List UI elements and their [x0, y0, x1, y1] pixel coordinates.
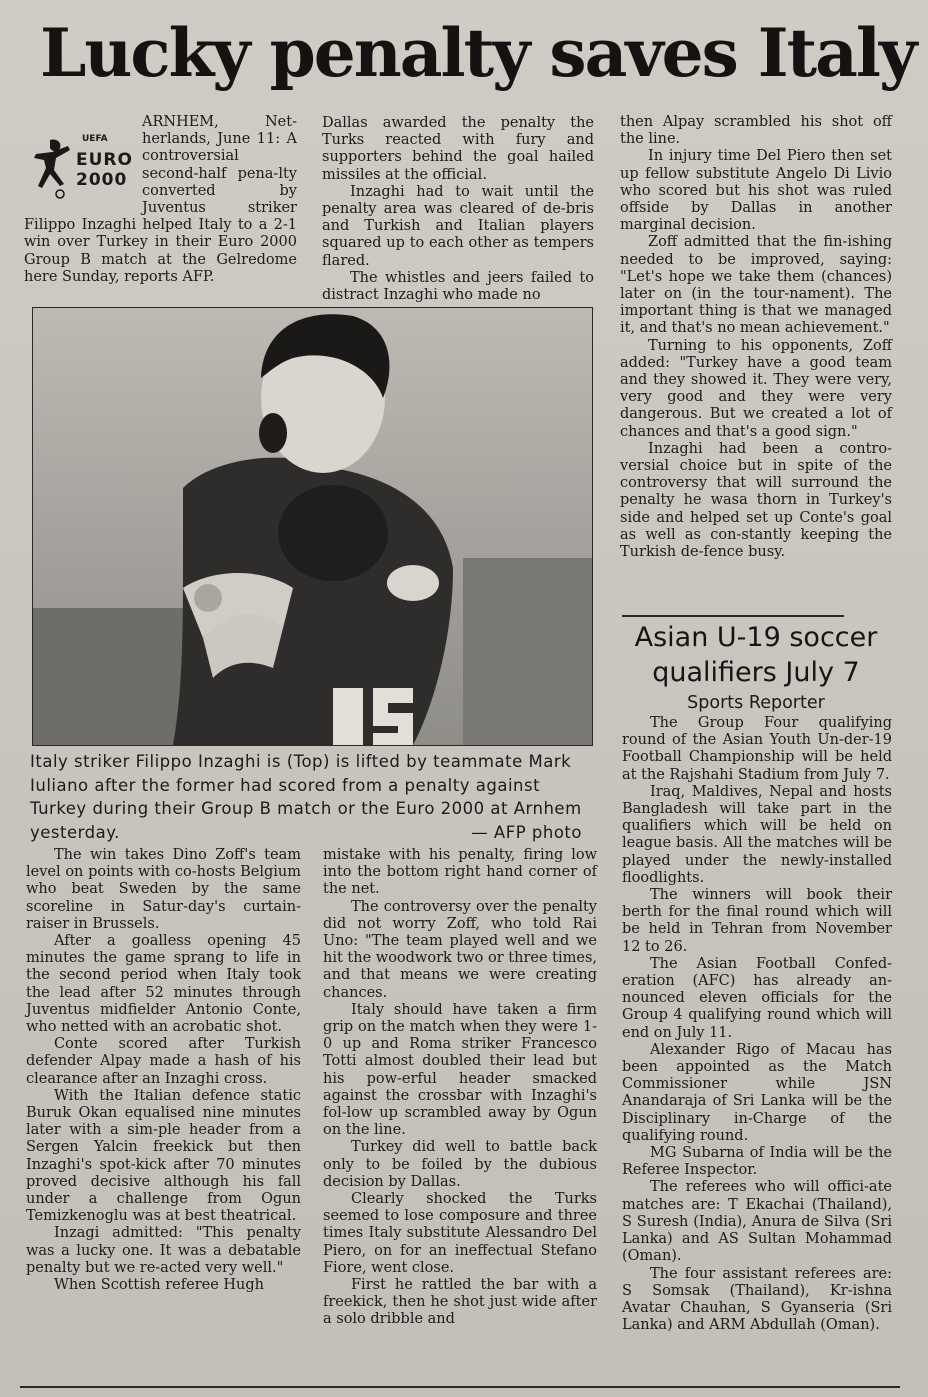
- photo-caption-text: Italy striker Filippo Inzaghi is (Top) is lifted by teammate Mark Iuliano after the former had scored from a penalty against Turkey during their Group B match or the Euro 2000 at Arnhem yesterday.: [30, 752, 582, 842]
- article-paragraph: The whistles and jeers failed to distract Inzaghi who made no: [322, 269, 594, 304]
- sidebar-article-body: [622, 715, 892, 1334]
- logo-year-text: 2000: [76, 170, 128, 190]
- article-paragraph: The win takes Dino Zoff's team level on points with co-hosts Belgium who beat Sweden by the same scoreline in Satur-day's curtain-raiser in Brussels.: [26, 847, 301, 932]
- article-paragraph: Conte scored after Turkish defender Alpay made a hash of his clearance after an Inzaghi cross.: [26, 1036, 301, 1087]
- photo-credit: — AFP photo: [471, 822, 582, 842]
- article-paragraph: Inzaghi had to wait until the penalty area was cleared of de-bris and Turkish and Italian players squared up to each other as tempers flared.: [322, 183, 594, 269]
- article-paragraph: Turning to his opponents, Zoff added: "Turkey have a good team and they showed it. They were very, very good and they were very dangerous. But we created a lot of chances and that's a good sign.": [620, 337, 892, 440]
- sidebar-headline: Asian U-19 soccer qualifiers July 7: [634, 622, 878, 688]
- article-paragraph: With the Italian defence static Buruk Okan equalised nine minutes later with a sim-ple header from a Sergen Yalcin freekick but then Inzaghi's spot-kick after 70 minutes proved decisive although his fall under a challenge from Ogun Temizkenoglu was at best theatrical.: [26, 1087, 301, 1225]
- article-paragraph: MG Subarna of India will be the Referee Inspector.: [622, 1145, 892, 1179]
- article-paragraph: Clearly shocked the Turks seemed to lose composure and three times Italy substitute Alessandro Del Piero, on for an ineffectual Stefano Fiore, went close.: [323, 1191, 597, 1276]
- article-paragraph: When Scottish referee Hugh: [54, 1277, 265, 1294]
- article-paragraph: The controversy over the penalty did not worry Zoff, who told Rai Uno: "The team played well and we hit the woodwork two or three times, and that means we were creating chances.: [323, 898, 597, 1001]
- article-paragraph: Zoff admitted that the fin-ishing needed to be improved, saying: "Let's hope we take them (chances) later on (in the tour-nament). The important thing is that we managed it, and that's no mean achievement.": [620, 234, 892, 337]
- photo-caption: [30, 750, 582, 844]
- article-paragraph: then Alpay scrambled his shot off the line.: [620, 114, 892, 148]
- logo-euro-text: EURO: [76, 150, 133, 170]
- article-column-2-top: [322, 115, 594, 304]
- sidebar-byline: Sports Reporter: [687, 693, 825, 713]
- article-paragraph: The Asian Football Confed-eration (AFC) has already an-nounced eleven officials for the Group 4 qualifying round which will end on July 11.: [622, 955, 892, 1041]
- article-paragraph: The winners will book their berth for the final round which will be held in Tehran from November 12 to 26.: [622, 887, 892, 955]
- article-column-2-bottom: [323, 847, 597, 1329]
- article-paragraph: Dallas awarded the penalty the Turks reacted with fury and supporters behind the goal hailed missiles at the official.: [322, 115, 594, 183]
- article-paragraph: Inzaghi had been a contro-versial choice but in spite of the controversy that will surround the penalty he wasa thorn in Turkey's side and helped set up Conte's goal as well as con-stantly keeping the Turkish de-fence busy.: [620, 440, 892, 561]
- headline: Lucky penalty saves Italy: [40, 14, 916, 92]
- news-photo: [32, 307, 593, 746]
- article-column-3: [620, 114, 892, 561]
- article-column-1-top: [24, 114, 297, 286]
- article-paragraph: ARNHEM, Net-herlands, June 11: A controversial second-half pena-lty converted by Juventus striker Filippo Inzaghi helped Italy to a 2-1 win over Turkey in their Euro 2000 Group B match at the Gelredome here Sunday, reports AFP.: [24, 114, 297, 285]
- sidebar-top-rule: [622, 615, 844, 617]
- article-paragraph: Inzagi admitted: "This penalty was a lucky one. It was a debatable penalty but we re-acted very well.": [26, 1225, 301, 1276]
- logo-uefa-text: UEFA: [82, 134, 108, 144]
- article-paragraph: The referees who will offici-ate matches are: T Ekachai (Thailand), S Suresh (India), Anura de Silva (Sri Lanka) and AS Sultan Mohammad (Oman).: [622, 1179, 892, 1265]
- article-paragraph: The Group Four qualifying round of the Asian Youth Un-der-19 Football Championship will be held at the Rajshahi Stadium from July 7.: [622, 715, 892, 783]
- article-paragraph: In injury time Del Piero then set up fellow substitute Angelo Di Livio who scored but his shot was ruled offside by Dallas in another marginal decision.: [620, 148, 892, 234]
- article-column-1-bottom: [26, 847, 301, 1294]
- article-paragraph: The four assistant referees are: S Somsak (Thailand), Kr-ishna Avatar Chauhan, S Gyanseria (Sri Lanka) and ARM Abdullah (Oman).: [622, 1265, 892, 1334]
- article-paragraph: Italy should have taken a firm grip on the match when they were 1-0 up and Roma striker Francesco Totti almost doubled their lead but his pow-erful header smacked against the crossbar with Inzaghi's fol-low up scrambled away by Ogun on the line.: [323, 1001, 597, 1139]
- page-bottom-rule: [20, 1386, 900, 1388]
- article-paragraph: Alexander Rigo of Macau has been appointed as the Match Commissioner while JSN Anandaraja of Sri Lanka will be the Disciplinary in-Charge of the qualifying round.: [622, 1041, 892, 1144]
- article-paragraph: Iraq, Maldives, Nepal and hosts Bangladesh will take part in the qualifiers which will be held on league basis. All the matches will be played under the newly-installed floodlights.: [622, 783, 892, 886]
- article-paragraph: First he rattled the bar with a freekick, then he shot just wide after a solo dribble and: [323, 1277, 597, 1328]
- article-paragraph: mistake with his penalty, firing low into the bottom right hand corner of the net.: [323, 847, 597, 898]
- article-paragraph: After a goalless opening 45 minutes the game sprang to life in the second period when Italy took the lead after 52 minutes through Juventus midfielder Antonio Conte, who netted with an acrobatic shot.: [26, 933, 301, 1036]
- article-paragraph: Turkey did well to battle back only to be foiled by the dubious decision by Dallas.: [323, 1139, 597, 1190]
- celebrating-players-photo: [33, 308, 592, 745]
